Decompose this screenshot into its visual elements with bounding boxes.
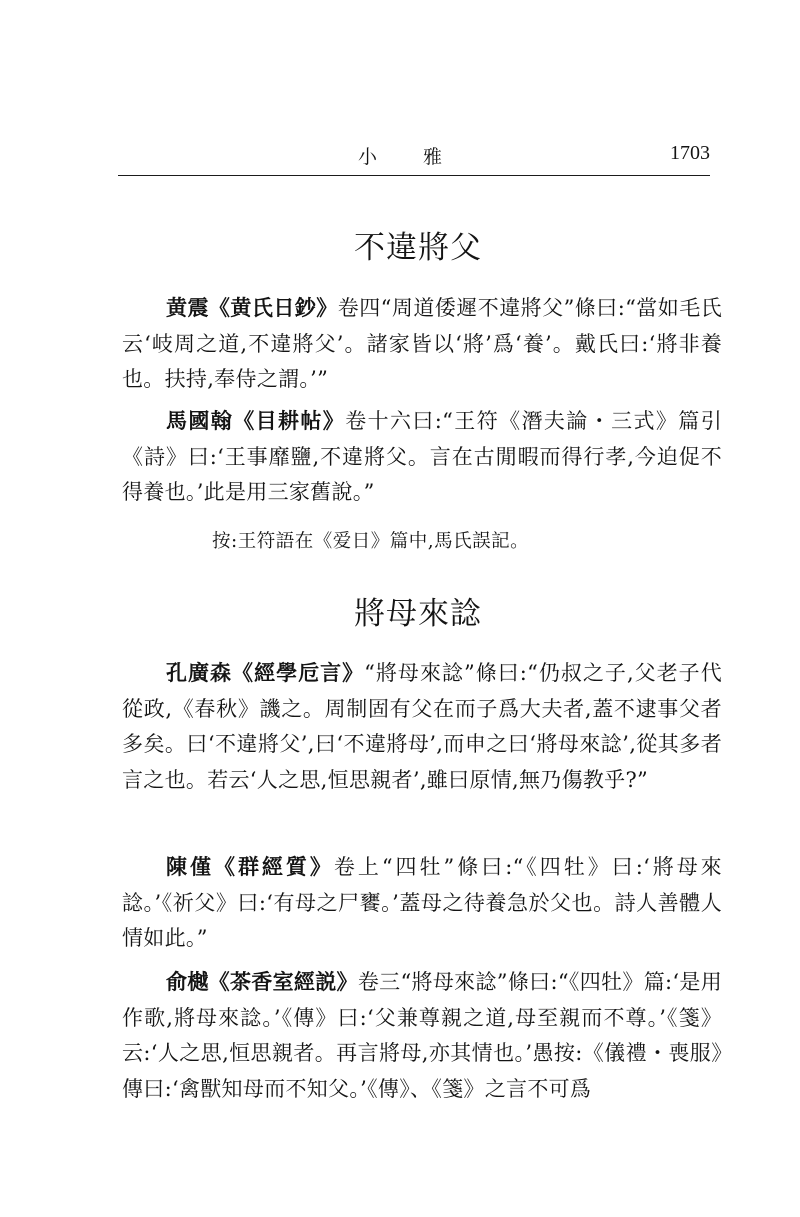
paragraph — [122, 850, 722, 957]
cited-work: 孔廣森《經學卮言》 — [166, 661, 365, 685]
cited-work: 俞樾《茶香室經説》 — [166, 970, 358, 994]
paragraph-text: 卷十六曰:“王符《潛夫論・三式》篇引《詩》曰:‘王事靡鹽,不違將父。言在古閒暇而得行孝,今迫促不得養也。’此是用三家舊說。” — [122, 409, 722, 504]
page-header — [118, 140, 710, 174]
paragraph — [122, 965, 722, 1107]
paragraph-text: “將母來諗”條曰:“仍叔之子,父老子代從政,《春秋》譏之。周制固有父在而子爲大夫者,蓋不逮事父者多矣。曰‘不違將父’,曰‘不違將母’,而申之曰‘將母來諗’,從其多者言之也。若云‘人之思,恒思親者’,雖曰原情,無乃傷教乎?” — [122, 661, 722, 792]
paragraph — [122, 656, 722, 798]
paragraph — [122, 404, 722, 511]
running-title: 小雅 — [358, 146, 489, 168]
header-rule — [118, 175, 710, 176]
paragraph-text: 卷上“四牡”條曰:“《四牡》曰:‘將母來諗。’《祈父》曰:‘有母之尸饔。’蓋母之待養急於父也。詩人善體人情如此。” — [122, 855, 722, 950]
cited-work: 黄震《黄氏日鈔》 — [166, 296, 338, 320]
cited-work: 馬國翰《目耕帖》 — [166, 409, 346, 433]
editor-note: 按:王符語在《爱日》篇中,馬氏誤記。 — [212, 531, 530, 552]
section-title: 將母來諗 — [354, 596, 482, 632]
cited-work: 陳僅《群經質》 — [166, 855, 334, 879]
page-number: 1703 — [670, 142, 710, 164]
section-title: 不違將父 — [354, 230, 482, 266]
paragraph-text: 卷三“將母來諗”條曰:“《四牡》篇:‘是用作歌,將母來諗。’《傳》曰:‘父兼尊親之道,母至親而不尊。’《箋》云:‘人之思,恒思親者。再言將母,亦其情也。’愚按:《儀禮・喪服》傳曰:‘禽獸知母而不知父。’《傳》、《箋》之言不可爲 — [122, 970, 722, 1101]
paragraph-text: 卷四“周道倭遲不違將父”條曰:“當如毛氏云‘岐周之道,不違將父’。諸家皆以‘將’爲‘養’。戴氏曰:‘將非養也。扶持,奉侍之謂。’” — [122, 296, 723, 391]
paragraph — [122, 291, 722, 398]
